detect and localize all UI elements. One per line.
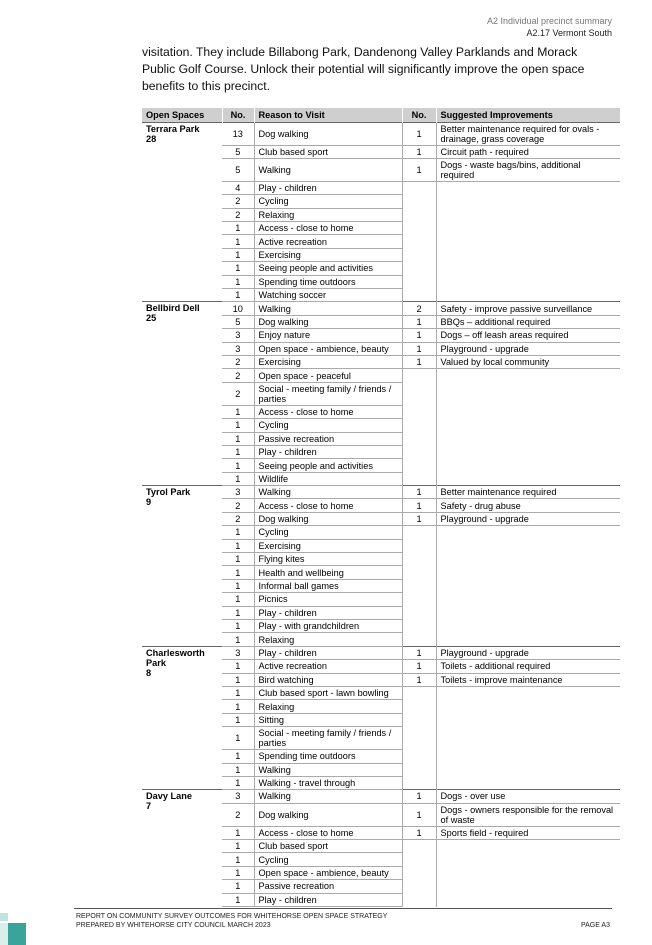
table-row xyxy=(142,302,620,315)
reason-cell: Club based sport - lawn bowling xyxy=(254,686,402,699)
improvement-count-cell: 1 xyxy=(402,803,436,826)
reason-cell: Watching soccer xyxy=(254,289,402,302)
reason-cell: Exercising xyxy=(254,248,402,261)
improvement-cell: Better maintenance required xyxy=(436,486,620,499)
table-body xyxy=(142,122,620,907)
reason-cell: Exercising xyxy=(254,355,402,368)
open-space-response-count: 9 xyxy=(146,497,152,508)
improvement-cell: Better maintenance required for ovals - drainage, grass coverage xyxy=(436,122,620,145)
visit-count-cell: 1 xyxy=(222,539,254,552)
reason-cell: Social - meeting family / friends / parties xyxy=(254,727,402,750)
visit-count-cell: 3 xyxy=(222,342,254,355)
reason-cell: Play - children xyxy=(254,646,402,659)
reason-cell: Access - close to home xyxy=(254,499,402,512)
section-header: A2 Individual precinct summary xyxy=(486,16,612,26)
visit-count-cell: 5 xyxy=(222,145,254,158)
open-space-name: Tyrol Park xyxy=(146,487,191,498)
improvement-count-cell xyxy=(402,222,436,235)
improvement-count-cell xyxy=(402,553,436,566)
improvement-count-cell xyxy=(402,248,436,261)
reason-cell: Access - close to home xyxy=(254,826,402,839)
reason-cell: Cycling xyxy=(254,419,402,432)
improvement-cell xyxy=(436,763,620,776)
visit-count-cell: 1 xyxy=(222,686,254,699)
reason-cell: Exercising xyxy=(254,539,402,552)
visit-count-cell: 1 xyxy=(222,593,254,606)
visit-count-cell: 3 xyxy=(222,486,254,499)
improvement-count-cell xyxy=(402,235,436,248)
visit-count-cell: 1 xyxy=(222,750,254,763)
visit-count-cell: 4 xyxy=(222,181,254,194)
reason-cell: Informal ball games xyxy=(254,579,402,592)
reason-cell: Active recreation xyxy=(254,660,402,673)
reason-cell: Walking xyxy=(254,763,402,776)
reason-cell: Flying kites xyxy=(254,553,402,566)
reason-cell: Play - with grandchildren xyxy=(254,620,402,633)
reason-cell: Dog walking xyxy=(254,512,402,525)
improvement-cell: Valued by local community xyxy=(436,355,620,368)
improvement-cell xyxy=(436,866,620,879)
reason-cell: Walking xyxy=(254,302,402,315)
improvement-count-cell xyxy=(402,181,436,194)
improvement-cell xyxy=(436,620,620,633)
reason-cell: Walking xyxy=(254,486,402,499)
visit-count-cell: 2 xyxy=(222,499,254,512)
improvement-count-cell xyxy=(402,289,436,302)
open-space-cell xyxy=(142,790,222,907)
visit-count-cell: 1 xyxy=(222,853,254,866)
visit-count-cell: 5 xyxy=(222,315,254,328)
improvement-cell: Dogs - owners responsible for the removal of waste xyxy=(436,803,620,826)
improvement-cell: Dogs - over use xyxy=(436,790,620,803)
visit-count-cell: 1 xyxy=(222,248,254,261)
col-reason: Reason to Visit xyxy=(254,108,402,122)
footer-rule xyxy=(74,908,612,909)
improvement-cell xyxy=(436,235,620,248)
improvement-cell xyxy=(436,893,620,906)
open-space-cell xyxy=(142,302,222,486)
reason-cell: Play - children xyxy=(254,445,402,458)
reason-cell: Social - meeting family / friends / parties xyxy=(254,382,402,405)
reason-cell: Picnics xyxy=(254,593,402,606)
improvement-cell xyxy=(436,405,620,418)
improvement-count-cell xyxy=(402,195,436,208)
visit-count-cell: 1 xyxy=(222,526,254,539)
reason-cell: Seeing people and activities xyxy=(254,262,402,275)
reason-cell: Active recreation xyxy=(254,235,402,248)
visit-count-cell: 1 xyxy=(222,289,254,302)
reason-cell: Wildlife xyxy=(254,472,402,485)
reason-cell: Play - children xyxy=(254,181,402,194)
col-improvements: Suggested Improvements xyxy=(436,108,620,122)
improvement-cell xyxy=(436,289,620,302)
visit-count-cell: 13 xyxy=(222,122,254,145)
open-space-name: Charlesworth Park xyxy=(146,647,205,668)
improvement-cell xyxy=(436,579,620,592)
reason-cell: Health and wellbeing xyxy=(254,566,402,579)
improvement-count-cell xyxy=(402,459,436,472)
reason-cell: Walking - travel through xyxy=(254,776,402,789)
open-space-cell xyxy=(142,646,222,790)
improvement-count-cell xyxy=(402,606,436,619)
improvement-cell xyxy=(436,222,620,235)
improvement-cell xyxy=(436,208,620,221)
improvement-count-cell xyxy=(402,776,436,789)
improvement-cell xyxy=(436,840,620,853)
improvement-cell: Toilets - improve maintenance xyxy=(436,673,620,686)
improvement-cell xyxy=(436,633,620,646)
survey-table xyxy=(142,108,621,907)
improvement-count-cell xyxy=(402,405,436,418)
improvement-cell xyxy=(436,275,620,288)
reason-cell: Open space - ambience, beauty xyxy=(254,866,402,879)
visit-count-cell: 1 xyxy=(222,826,254,839)
improvement-count-cell: 1 xyxy=(402,790,436,803)
reason-cell: Passive recreation xyxy=(254,880,402,893)
improvement-count-cell: 1 xyxy=(402,673,436,686)
improvement-cell xyxy=(436,566,620,579)
open-space-response-count: 8 xyxy=(146,667,152,678)
reason-cell: Bird watching xyxy=(254,673,402,686)
improvement-cell xyxy=(436,526,620,539)
brand-square-teal xyxy=(8,923,26,945)
improvement-cell xyxy=(436,700,620,713)
visit-count-cell: 1 xyxy=(222,893,254,906)
visit-count-cell: 1 xyxy=(222,713,254,726)
visit-count-cell: 1 xyxy=(222,673,254,686)
visit-count-cell: 1 xyxy=(222,459,254,472)
visit-count-cell: 1 xyxy=(222,222,254,235)
improvement-cell: Dogs - waste bags/bins, additional required xyxy=(436,158,620,181)
open-space-response-count: 7 xyxy=(146,801,152,812)
visit-count-cell: 3 xyxy=(222,646,254,659)
improvement-count-cell: 1 xyxy=(402,660,436,673)
visit-count-cell: 2 xyxy=(222,803,254,826)
reason-cell: Walking xyxy=(254,158,402,181)
reason-cell: Access - close to home xyxy=(254,222,402,235)
visit-count-cell: 1 xyxy=(222,763,254,776)
open-space-cell xyxy=(142,122,222,302)
improvement-count-cell xyxy=(402,275,436,288)
visit-count-cell: 1 xyxy=(222,262,254,275)
improvement-count-cell: 1 xyxy=(402,826,436,839)
visit-count-cell: 5 xyxy=(222,158,254,181)
improvement-count-cell xyxy=(402,840,436,853)
improvement-count-cell xyxy=(402,262,436,275)
visit-count-cell: 3 xyxy=(222,790,254,803)
improvement-cell xyxy=(436,686,620,699)
improvement-cell: Safety - drug abuse xyxy=(436,499,620,512)
open-space-name: Terrara Park xyxy=(146,123,200,134)
improvement-count-cell xyxy=(402,369,436,382)
improvement-cell: Playground - upgrade xyxy=(436,646,620,659)
improvement-cell xyxy=(436,539,620,552)
footer-report-title: REPORT ON COMMUNITY SURVEY OUTCOMES FOR WHITEHORSE OPEN SPACE STRATEGY xyxy=(76,913,388,920)
improvement-count-cell xyxy=(402,700,436,713)
improvement-count-cell: 1 xyxy=(402,145,436,158)
improvement-count-cell xyxy=(402,208,436,221)
visit-count-cell: 1 xyxy=(222,235,254,248)
improvement-count-cell xyxy=(402,686,436,699)
visit-count-cell: 1 xyxy=(222,432,254,445)
improvement-cell: Circuit path - required xyxy=(436,145,620,158)
visit-count-cell: 1 xyxy=(222,405,254,418)
improvement-count-cell: 2 xyxy=(402,302,436,315)
visit-count-cell: 1 xyxy=(222,566,254,579)
reason-cell: Club based sport xyxy=(254,840,402,853)
visit-count-cell: 1 xyxy=(222,866,254,879)
reason-cell: Walking xyxy=(254,790,402,803)
reason-cell: Sitting xyxy=(254,713,402,726)
visit-count-cell: 1 xyxy=(222,579,254,592)
improvement-cell: Sports field - required xyxy=(436,826,620,839)
visit-count-cell: 1 xyxy=(222,445,254,458)
table-row xyxy=(142,122,620,145)
improvement-cell xyxy=(436,593,620,606)
reason-cell: Spending time outdoors xyxy=(254,750,402,763)
open-space-cell xyxy=(142,486,222,647)
improvement-count-cell xyxy=(402,727,436,750)
visit-count-cell: 1 xyxy=(222,840,254,853)
improvement-count-cell xyxy=(402,526,436,539)
improvement-cell: Dogs – off leash areas required xyxy=(436,329,620,342)
visit-count-cell: 2 xyxy=(222,355,254,368)
improvement-count-cell xyxy=(402,593,436,606)
improvement-cell xyxy=(436,419,620,432)
reason-cell: Dog walking xyxy=(254,122,402,145)
improvement-count-cell xyxy=(402,893,436,906)
improvement-cell xyxy=(436,445,620,458)
reason-cell: Relaxing xyxy=(254,208,402,221)
improvement-cell xyxy=(436,553,620,566)
visit-count-cell: 1 xyxy=(222,727,254,750)
reason-cell: Relaxing xyxy=(254,700,402,713)
improvement-count-cell xyxy=(402,633,436,646)
reason-cell: Club based sport xyxy=(254,145,402,158)
improvement-cell xyxy=(436,459,620,472)
improvement-cell: BBQs – additional required xyxy=(436,315,620,328)
improvement-count-cell xyxy=(402,866,436,879)
improvement-count-cell xyxy=(402,750,436,763)
improvement-count-cell xyxy=(402,472,436,485)
improvement-count-cell xyxy=(402,853,436,866)
improvement-count-cell: 1 xyxy=(402,342,436,355)
improvement-count-cell xyxy=(402,880,436,893)
reason-cell: Open space - peaceful xyxy=(254,369,402,382)
visit-count-cell: 10 xyxy=(222,302,254,315)
improvement-cell xyxy=(436,750,620,763)
reason-cell: Cycling xyxy=(254,526,402,539)
improvement-count-cell xyxy=(402,419,436,432)
brand-square-light xyxy=(0,913,8,921)
improvement-count-cell: 1 xyxy=(402,512,436,525)
improvement-count-cell xyxy=(402,763,436,776)
visit-count-cell: 2 xyxy=(222,195,254,208)
visit-count-cell: 1 xyxy=(222,700,254,713)
improvement-cell xyxy=(436,727,620,750)
col-open-spaces: Open Spaces xyxy=(142,108,222,122)
improvement-count-cell xyxy=(402,432,436,445)
reason-cell: Seeing people and activities xyxy=(254,459,402,472)
improvement-count-cell: 1 xyxy=(402,486,436,499)
reason-cell: Passive recreation xyxy=(254,432,402,445)
visit-count-cell: 2 xyxy=(222,369,254,382)
improvement-count-cell: 1 xyxy=(402,158,436,181)
intro-paragraph: visitation. They include Billabong Park, Dandenong Valley Parklands and Morack Public Golf Course. Unlock their potential will significantly improve the open space benefits to this precinct. xyxy=(142,45,585,93)
improvement-count-cell xyxy=(402,539,436,552)
improvement-cell xyxy=(436,262,620,275)
improvement-count-cell: 1 xyxy=(402,355,436,368)
reason-cell: Open space - ambience, beauty xyxy=(254,342,402,355)
visit-count-cell: 2 xyxy=(222,382,254,405)
col-visit-count: No. xyxy=(222,108,254,122)
table-row xyxy=(142,646,620,659)
visit-count-cell: 2 xyxy=(222,512,254,525)
improvement-cell xyxy=(436,181,620,194)
footer-prepared-by: PREPARED BY WHITEHORSE CITY COUNCIL MARCH 2023 xyxy=(76,922,271,929)
improvement-count-cell xyxy=(402,382,436,405)
improvement-count-cell xyxy=(402,713,436,726)
improvement-cell: Playground - upgrade xyxy=(436,512,620,525)
improvement-count-cell: 1 xyxy=(402,646,436,659)
reason-cell: Access - close to home xyxy=(254,405,402,418)
improvement-cell xyxy=(436,382,620,405)
table-row xyxy=(142,790,620,803)
brand-square-pale xyxy=(0,923,8,945)
improvement-cell: Playground - upgrade xyxy=(436,342,620,355)
reason-cell: Enjoy nature xyxy=(254,329,402,342)
open-space-response-count: 28 xyxy=(146,133,157,144)
open-space-response-count: 25 xyxy=(146,313,157,324)
visit-count-cell: 1 xyxy=(222,633,254,646)
visit-count-cell: 1 xyxy=(222,776,254,789)
open-space-name: Davy Lane xyxy=(146,791,192,802)
reason-cell: Dog walking xyxy=(254,315,402,328)
visit-count-cell: 1 xyxy=(222,620,254,633)
improvement-count-cell: 1 xyxy=(402,499,436,512)
reason-cell: Cycling xyxy=(254,195,402,208)
improvement-cell: Toilets - additional required xyxy=(436,660,620,673)
visit-count-cell: 3 xyxy=(222,329,254,342)
visit-count-cell: 1 xyxy=(222,606,254,619)
visit-count-cell: 1 xyxy=(222,880,254,893)
improvement-cell xyxy=(436,472,620,485)
table-header xyxy=(142,108,620,122)
improvement-count-cell: 1 xyxy=(402,122,436,145)
visit-count-cell: 1 xyxy=(222,275,254,288)
improvement-cell xyxy=(436,853,620,866)
improvement-count-cell: 1 xyxy=(402,315,436,328)
improvement-cell xyxy=(436,195,620,208)
improvement-count-cell: 1 xyxy=(402,329,436,342)
subsection-header: A2.17 Vermont South xyxy=(526,28,612,38)
reason-cell: Play - children xyxy=(254,893,402,906)
visit-count-cell: 2 xyxy=(222,208,254,221)
improvement-count-cell xyxy=(402,620,436,633)
table-row xyxy=(142,486,620,499)
improvement-count-cell xyxy=(402,445,436,458)
improvement-cell xyxy=(436,606,620,619)
col-improvement-count: No. xyxy=(402,108,436,122)
improvement-cell xyxy=(436,880,620,893)
improvement-cell xyxy=(436,248,620,261)
header-row xyxy=(142,108,620,122)
reason-cell: Cycling xyxy=(254,853,402,866)
reason-cell: Spending time outdoors xyxy=(254,275,402,288)
visit-count-cell: 1 xyxy=(222,472,254,485)
visit-count-cell: 1 xyxy=(222,553,254,566)
visit-count-cell: 1 xyxy=(222,660,254,673)
improvement-cell xyxy=(436,776,620,789)
improvement-count-cell xyxy=(402,579,436,592)
reason-cell: Dog walking xyxy=(254,803,402,826)
improvement-count-cell xyxy=(402,566,436,579)
improvement-cell xyxy=(436,432,620,445)
improvement-cell: Safety - improve passive surveillance xyxy=(436,302,620,315)
visit-count-cell: 1 xyxy=(222,419,254,432)
page-number: PAGE A3 xyxy=(580,922,610,929)
reason-cell: Play - children xyxy=(254,606,402,619)
reason-cell: Relaxing xyxy=(254,633,402,646)
improvement-cell xyxy=(436,369,620,382)
open-space-name: Bellbird Dell xyxy=(146,303,200,314)
improvement-cell xyxy=(436,713,620,726)
